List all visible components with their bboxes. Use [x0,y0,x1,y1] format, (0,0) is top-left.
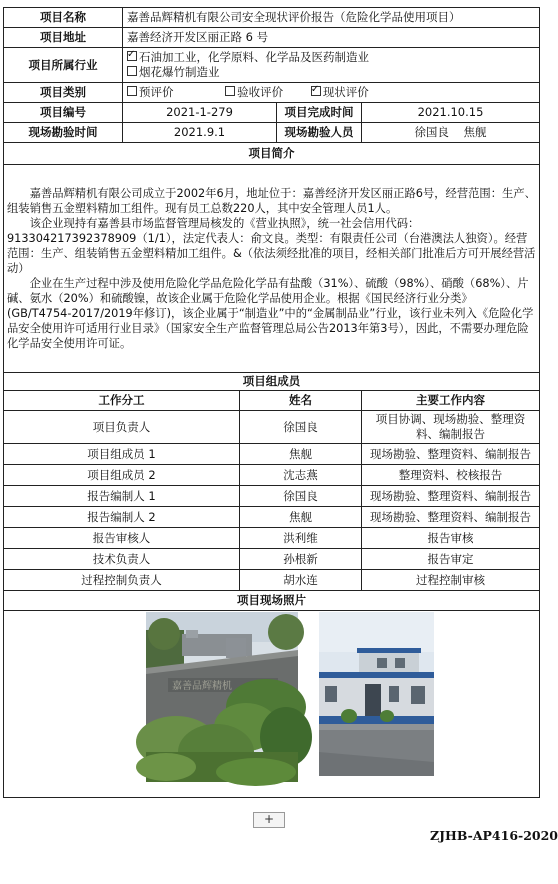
complete-time-value: 2021.10.15 [362,103,540,123]
member-work: 报告审核 [362,528,540,549]
member-role: 报告编制人 2 [4,507,240,528]
industry-option-label: 石油加工业，化学原料、化学品及医药制造业 [139,50,369,64]
intro-paragraph: 企业在生产过程中涉及使用危险化学品危险化学品有盐酸（31%）、硫酸（98%）、硝酸（68%）、片碱、氨水（20%）和硫酸镍，故该企业属于危险化学品使用企业。根据《国民经济行业分类》(GB/T4754-2017/2019年修订)，该企业属于“制造业”中的“金属制品业”行业，该行业未列入《危险化学品安全使用许可适用行业目录》（国家安全生产监督管理总局公告2013年第3号），因此，不需要办理危险化学品安全使用许可证。 [7,277,534,350]
member-name: 沈志燕 [240,465,362,486]
project-name-label: 项目名称 [4,8,123,28]
checkbox-checked-icon [311,86,321,96]
site-photo-building [319,612,434,776]
category-option-pre[interactable]: 预评价 [127,85,174,99]
site-photo-gate [146,612,298,782]
member-name: 焦舰 [240,444,362,465]
intro-paragraph: 嘉善品辉精机有限公司成立于2002年6月，地址位于：嘉善经济开发区丽正路6号，经营范围：生产、组装销售五金塑料精加工组件。现有员工总数220人，其中安全管理人员1人。 [7,187,536,215]
add-row-button[interactable]: + [253,812,285,828]
project-address-label: 项目地址 [4,28,123,48]
member-name: 徐国良 [240,411,362,444]
member-role: 项目组成员 1 [4,444,240,465]
member-role: 过程控制负责人 [4,570,240,591]
checkbox-unchecked-icon [127,86,137,96]
member-work: 现场勘验、整理资料、编制报告 [362,486,540,507]
gate-sign-text: 嘉善品辉精机 [172,681,232,692]
project-industry-label: 项目所属行业 [4,48,123,83]
project-category-options [123,83,540,103]
project-category-label: 项目类别 [4,83,123,103]
members-header-role: 工作分工 [4,391,240,411]
member-role: 项目负责人 [4,411,240,444]
project-industry-options [123,48,540,83]
member-name: 焦舰 [240,507,362,528]
checkbox-checked-icon [127,51,137,61]
member-role: 报告编制人 1 [4,486,240,507]
checkbox-unchecked-icon [225,86,235,96]
member-work: 现场勘验、整理资料、编制报告 [362,444,540,465]
project-address-value: 嘉善经济开发区丽正路 6 号 [123,28,540,48]
category-option-acceptance[interactable]: 验收评价 [225,85,283,99]
member-work: 过程控制审核 [362,570,540,591]
member-role: 报告审核人 [4,528,240,549]
survey-time-label: 现场勘验时间 [4,123,123,143]
document-code: ZJHB-AP416-2020 [430,828,558,843]
survey-people-label: 现场勘验人员 [277,123,362,143]
project-name-value: 嘉善品辉精机有限公司安全现状评价报告（危险化学品使用项目） [123,8,540,28]
survey-people-value: 徐国良 焦舰 [362,123,540,143]
checkbox-unchecked-icon [127,66,137,76]
member-work: 现场勘验、整理资料、编制报告 [362,507,540,528]
intro-paragraph: 该企业现持有嘉善县市场监督管理局核发的《营业执照》，统一社会信用代码：91330421739237890​9（1/1），法定代表人：俞文良。类型：有限责任公司（台港澳法人独资）。经营范围：生产、组装销售五金塑料精加工组件。&（依法须经批准的项目，经相关部门批准后方可开展经营活动） [7,217,536,275]
member-role: 技术负责人 [4,549,240,570]
member-work: 项目协调、现场勘验、整理资料、编制报告 [362,411,540,444]
project-number-label: 项目编号 [4,103,123,123]
member-name: 洪利维 [240,528,362,549]
member-name: 徐国良 [240,486,362,507]
intro-body [4,165,540,373]
complete-time-label: 项目完成时间 [277,103,362,123]
member-name: 孙根新 [240,549,362,570]
member-role: 项目组成员 2 [4,465,240,486]
member-name: 胡水连 [240,570,362,591]
report-table [3,7,540,798]
photos-cell [4,611,540,798]
member-work: 整理资料、校核报告 [362,465,540,486]
members-title: 项目组成员 [4,373,540,391]
category-option-status[interactable]: ✓ 现状评价 [311,85,369,99]
intro-title: 项目简介 [4,143,540,165]
project-number-value: 2021-1-279 [123,103,277,123]
industry-option-petroleum[interactable] [127,50,535,65]
members-header-work: 主要工作内容 [362,391,540,411]
industry-option-fireworks[interactable] [127,65,535,80]
photos-title: 项目现场照片 [4,591,540,611]
industry-option-label: 烟花爆竹制造业 [139,65,220,79]
survey-time-value: 2021.9.1 [123,123,277,143]
member-work: 报告审定 [362,549,540,570]
members-header-name: 姓名 [240,391,362,411]
